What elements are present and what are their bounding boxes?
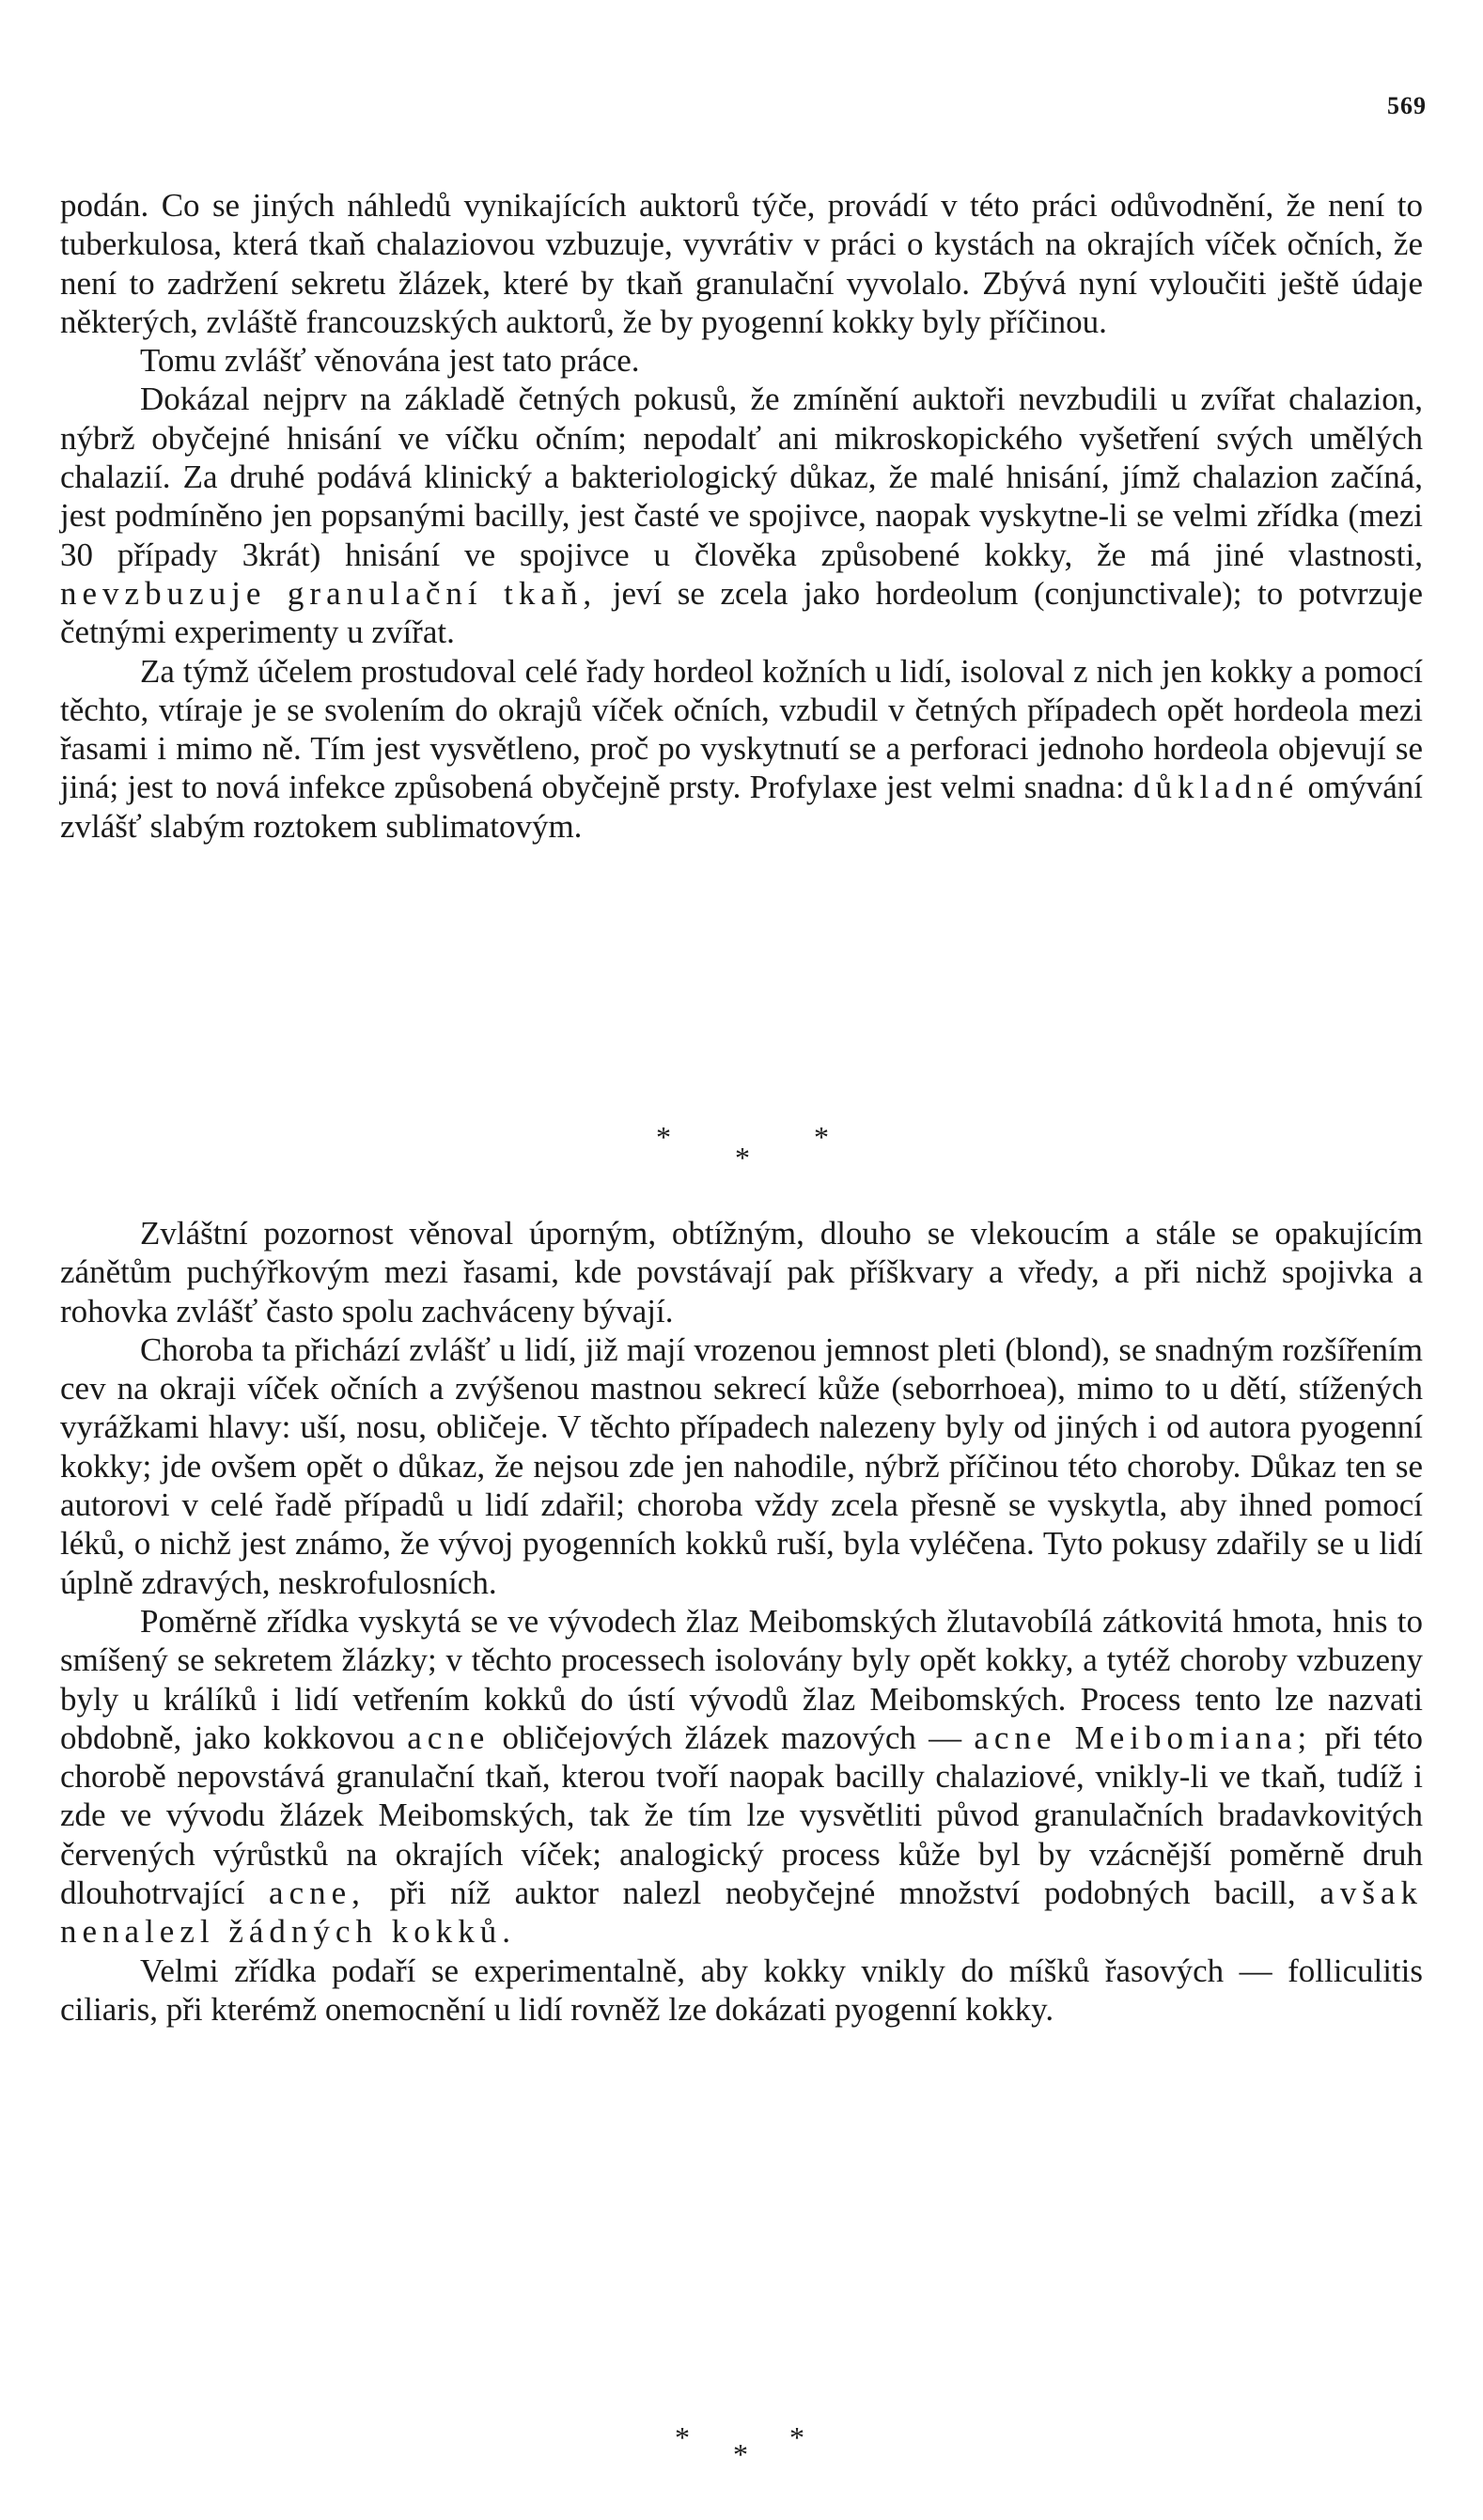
paragraph: Choroba ta přichází zvlášť u lidí, již mají vrozenou jemnost pleti (blond), se snadným rozšířením cev na okraji víček očních a zvýšenou mastnou sekrecí kůže (seborrhoea), mimo to u dětí, stížených vyrážkami hlavy: uší, nosu, obličeje. V těchto případech nalezeny byly od jiných i od autora pyogenní kokky; jde ovšem opět o důkaz, že nejsou zde jen nahodile, nýbrž příčinou této choroby. Důkaz ten se autorovi v celé řadě případů u lidí zdařil; choroba vždy zcela přesně se vyskytla, aby ihned pomocí léků, o nichž jest známo, že vývoj pyogenních kokků ruší, byla vyléčena. Tyto pokusy zdařily se u lidí úplně zdravých, neskrofulosních.: [60, 1330, 1423, 1601]
emphasis-text: acne: [407, 1719, 491, 1756]
asterisk: *: [675, 2420, 690, 2454]
text-run: při níž auktor nalezl neobyčejné množství podobných bacill,: [389, 1874, 1296, 1912]
section-2: [60, 1214, 1423, 2029]
emphasis-text: avšak nenalezl žádných kokků.: [60, 1874, 1424, 1951]
emphasis-text: acne,: [269, 1874, 366, 1912]
text-run: Za týmž účelem prostudoval celé řady hordeol kožních u lidí, isoloval z nich jen kokky a pomocí těchto, vtíraje je se svolením do okrajů víček očních, vzbudil v četných případech opět hordeola mezi řasami i mimo ně. Tím jest vysvětleno, proč po vyskytnutí se a perforaci jednoho hordeola objevují se jiná; jest to nová infekce způsobená obyčejně prsty. Profylaxe jest velmi snadna:: [60, 652, 1423, 806]
section-1: [60, 186, 1423, 846]
paragraph: [60, 1602, 1423, 1952]
asterisk: *: [789, 2420, 804, 2454]
paragraph: [60, 380, 1423, 651]
text-run: při této chorobě nepovstává granulační tkaň, kterou tvoří naopak bacilly chalaziové, vnikly-li ve tkaň, tudíž i zde ve vývodu žlázek Meibomských, tak že tím lze vysvětliti původ granulačních bradavkovitých červených výrůstků na okrajích víček; analogický process kůže byl by vzácnější poměrně druh dlouhotrvající: [60, 1719, 1424, 1912]
asterisk: *: [656, 1120, 671, 1154]
text-run: omývání zvlášť slabým roztokem sublimatovým.: [60, 769, 1424, 845]
emphasis-text: důkladné: [1132, 769, 1300, 806]
section-separator: [0, 1120, 1483, 1176]
paragraph: Velmi zřídka podaří se experimentalně, aby kokky vnikly do míšků řasových — folliculitis ciliaris, při kterémž onemocnění u lidí rovněž lze dokázati pyogenní kokky.: [60, 1952, 1423, 2028]
section-separator: [0, 2420, 1483, 2477]
emphasis-text: acne Meibomiana;: [974, 1719, 1313, 1756]
text-run: Poměrně zřídka vyskytá se ve vývodech žlaz Meibomských žlutavobílá zátkovitá hmota, hnis to smíšený se sekretem žlázky; v těchto processech isolovány byly opět kokky, a tytéž choroby vzbuzeny byly u králíků i lidí vetřením kokků do ústí vývodů žlaz Meibomských. Process tento lze nazvati obdobně, jako kokkovou: [60, 1602, 1423, 1756]
text-run: obličejových žlázek mazových —: [502, 1719, 962, 1756]
paragraph: podán. Co se jiných náhledů vynikajících auktorů týče, provádí v této práci odůvodnění, že není to tuberkulosa, která tkaň chalaziovou vzbuzuje, vyvrátiv v práci o kystách na okrajích víček očních, že není to zadržení sekretu žlázek, které by tkaň granulační vyvolalo. Zbývá nyní vyloučiti ještě údaje některých, zvláště francouzských auktorů, že by pyogenní kokky byly příčinou.: [60, 187, 1423, 340]
text-run: Dokázal nejprv na základě četných pokusů, že zmínění auktoři nevzbudili u zvířat chalazion, nýbrž obyčejné hnisání ve víčku očním; nepodalť ani mikroskopického vyšetření svých umělých chalazií. Za druhé podává klinický a bakteriologický důkaz, že malé hnisání, jímž chalazion začíná, jest podmíněno jen popsanými bacilly, jest časté ve spojivce, naopak vyskytne-li se velmi zřídka (mezi 30 případy 3krát) hnisání ve spojivce u člověka způsobené kokky, že má jiné vlastnosti,: [60, 381, 1423, 573]
paragraph: [60, 652, 1423, 846]
asterisk: *: [814, 1120, 829, 1154]
asterisk: *: [733, 2437, 748, 2471]
paragraph: Zvláštní pozornost věnoval úporným, obtížným, dlouho se vlekoucím a stále se opakujícím zánětům puchýřkovým mezi řasami, kde povstávají pak příškvary a vředy, a při nichž spojivka a rohovka zvlášť často spolu zachváceny bývají.: [60, 1215, 1423, 1330]
paragraph: Tomu zvlášť věnována jest tato práce.: [140, 342, 640, 380]
page-number: 569: [1387, 92, 1427, 119]
emphasis-text: nevzbuzuje granulační tkaň,: [60, 574, 598, 612]
text-run: jeví se zcela jako hordeolum (conjunctivale); to potvrzuje četnými experimenty u zvířat.: [60, 574, 1423, 651]
asterisk: *: [735, 1141, 750, 1174]
